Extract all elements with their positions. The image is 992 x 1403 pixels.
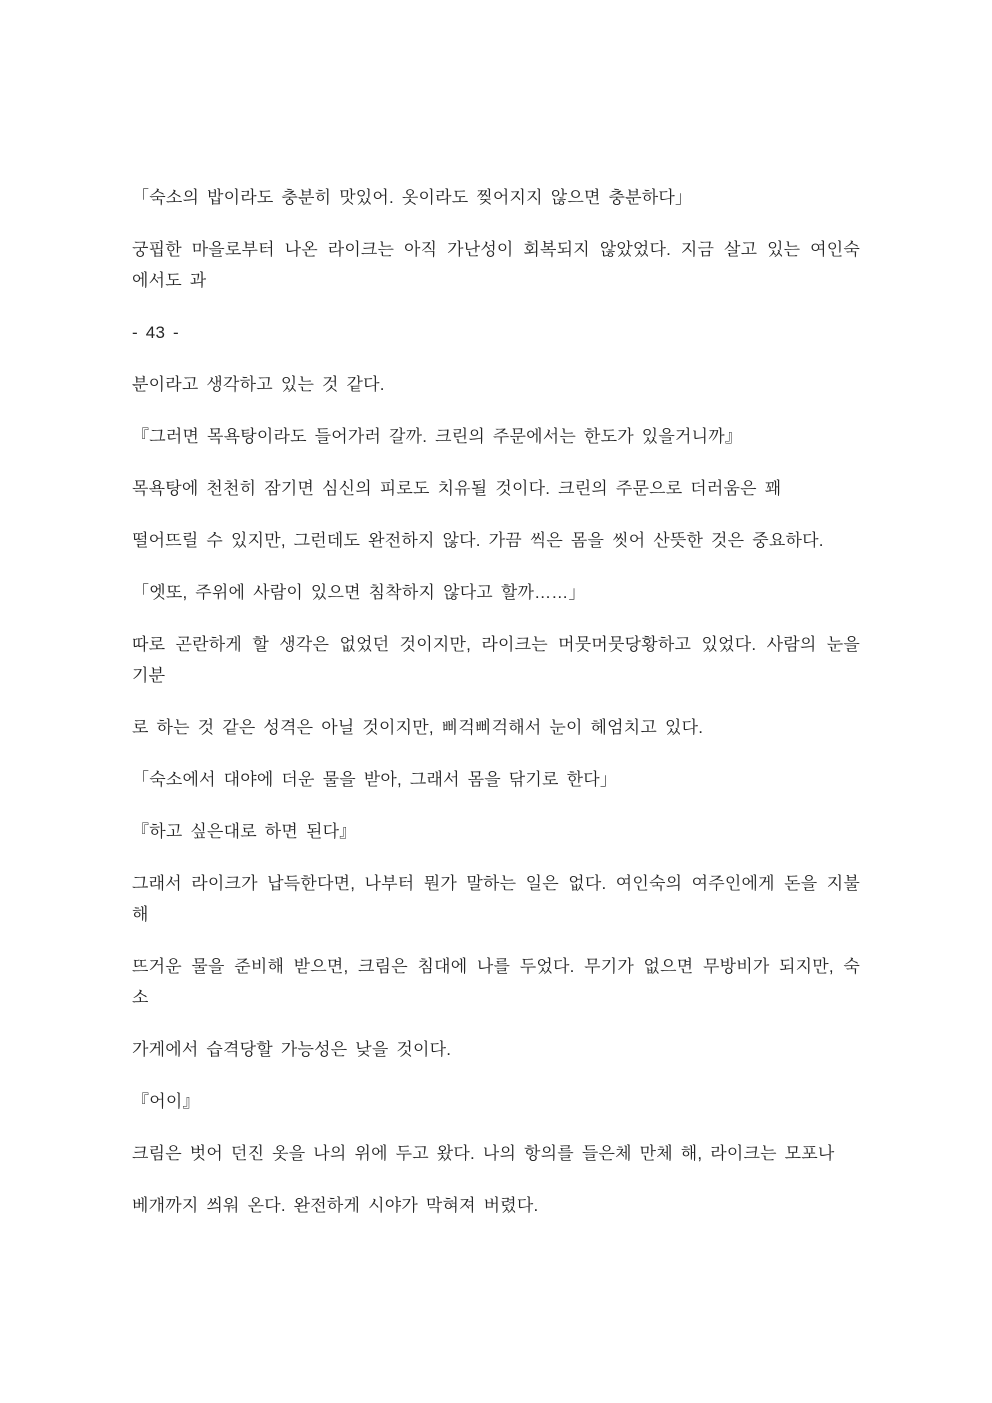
text-line: 따로 곤란하게 할 생각은 없었던 것이지만, 라이크는 머뭇머뭇당황하고 있었다. 사람의 눈을 [132, 635, 860, 654]
text-line: 소 [132, 988, 149, 1007]
text-line: 가게에서 습격당할 가능성은 낮을 것이다. [132, 1040, 452, 1059]
text-line: 궁핍한 마을로부터 나온 라이크는 아직 가난성이 회복되지 않았었다. 지금 살고 있는 여인숙 [132, 240, 860, 259]
text-line: 『그러면 목욕탕이라도 들어가러 갈까. 크린의 주문에서는 한도가 있을거니까』 [132, 427, 743, 446]
text-line: 크림은 벗어 던진 옷을 나의 위에 두고 왔다. 나의 항의를 들은체 만체 해, 라이크는 모포나 [132, 1144, 835, 1163]
text-line: 『어이』 [132, 1092, 200, 1111]
text-line: 로 하는 것 같은 성격은 아닐 것이지만, 삐걱삐걱해서 눈이 헤엄치고 있다. [132, 718, 704, 737]
text-line: 떨어뜨릴 수 있지만, 그런데도 완전하지 않다. 가끔 씩은 몸을 씻어 산뜻한 것은 중요하다. [132, 531, 824, 550]
text-line: 뜨거운 물을 준비해 받으면, 크림은 침대에 나를 두었다. 무기가 없으면 무방비가 되지만, 숙 [132, 957, 860, 976]
page-number: - 43 - [132, 323, 179, 342]
text-line: 분이라고 생각하고 있는 것 같다. [132, 375, 385, 394]
document-text-block [132, 182, 860, 1221]
text-line: 해 [132, 905, 149, 924]
text-line: 「엣또, 주위에 사람이 있으면 침착하지 않다고 할까……」 [132, 583, 586, 602]
text-line: 「숙소의 밥이라도 충분히 맛있어. 옷이라도 찢어지지 않으면 충분하다」 [132, 188, 693, 207]
text-line: 베개까지 씌워 온다. 완전하게 시야가 막혀져 버렸다. [132, 1196, 539, 1215]
text-line: 기분 [132, 666, 166, 685]
text-line: 목욕탕에 천천히 잠기면 심신의 피로도 치유될 것이다. 크린의 주문으로 더러움은 꽤 [132, 479, 782, 498]
text-line: 『하고 싶은대로 하면 된다』 [132, 822, 357, 841]
text-line: 에서도 과 [132, 271, 207, 290]
text-line: 그래서 라이크가 납득한다면, 나부터 뭔가 말하는 일은 없다. 여인숙의 여주인에게 돈을 지불 [132, 874, 860, 893]
text-line: 「숙소에서 대야에 더운 물을 받아, 그래서 몸을 닦기로 한다」 [132, 770, 618, 789]
